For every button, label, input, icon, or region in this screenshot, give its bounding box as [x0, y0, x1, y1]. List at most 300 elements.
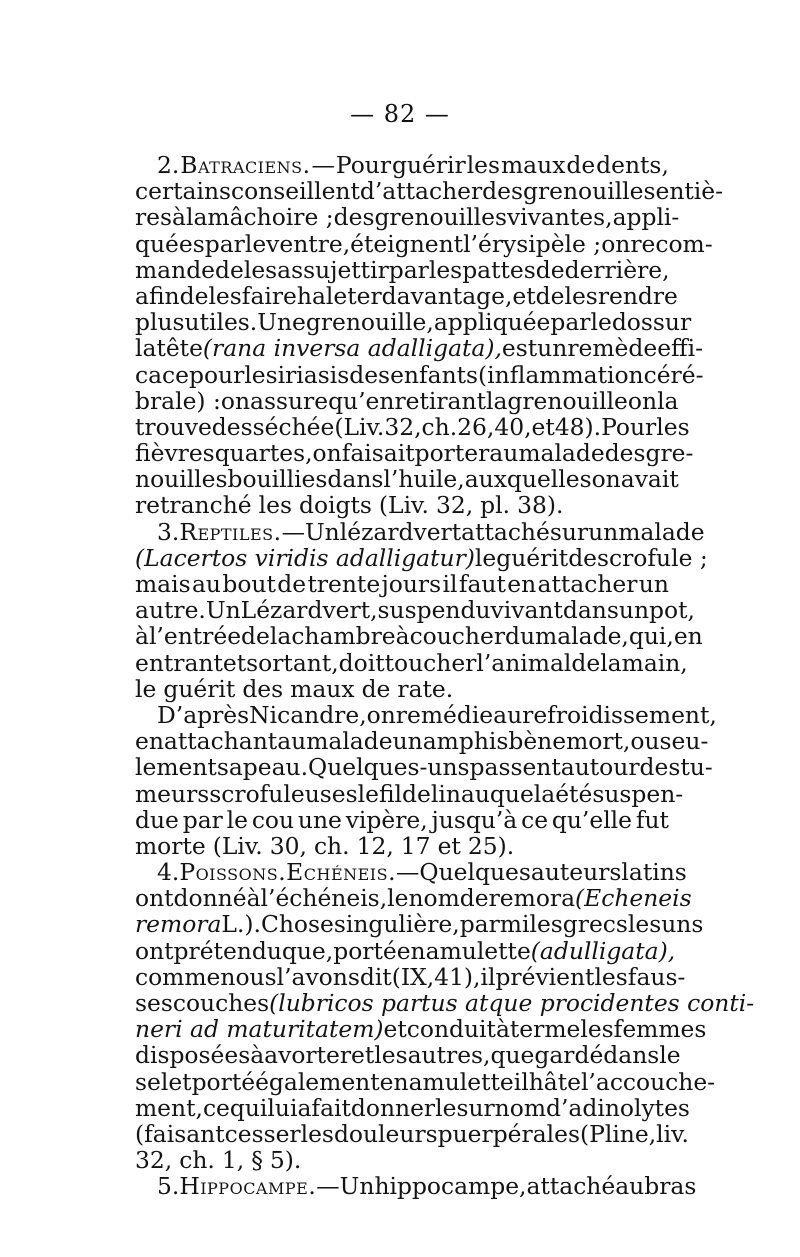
word: pl.: [480, 491, 511, 520]
word: guérir: [392, 151, 466, 179]
word: en: [507, 570, 537, 598]
word: due: [135, 805, 179, 834]
text-line: [135, 334, 704, 363]
word: dans: [562, 596, 619, 625]
word: latins: [621, 858, 687, 887]
word: Batraciens.: [180, 151, 311, 179]
word: (Pline,: [579, 1119, 657, 1148]
word: le: [474, 543, 497, 572]
word: 40,: [494, 412, 532, 441]
word: femmes: [613, 1015, 707, 1044]
word: hâte: [528, 1067, 581, 1096]
word: en: [673, 622, 703, 651]
word: couches: [172, 989, 270, 1017]
text-line: [135, 360, 704, 389]
word: faus-: [627, 962, 686, 991]
text-line: [135, 700, 717, 729]
word: autour: [560, 753, 640, 782]
text-line: [135, 412, 690, 441]
body-text: [135, 151, 755, 1201]
word: 32,: [135, 1146, 173, 1175]
word: il: [513, 1067, 529, 1096]
word: plus: [135, 308, 185, 337]
word: assujettir: [277, 255, 389, 284]
word: grenouille: [507, 386, 628, 415]
word: auquel: [460, 779, 542, 808]
word: mâchoire ;: [207, 203, 334, 232]
word: de: [402, 779, 431, 808]
text-line: [135, 884, 692, 913]
word: on: [220, 386, 251, 415]
word: maux: [290, 674, 355, 703]
word: malade: [618, 517, 705, 546]
word: amulette: [408, 1067, 514, 1096]
word: assure: [250, 386, 329, 415]
word: l’avons: [276, 962, 360, 991]
word: (lubricos partus atque procidentes conti-: [269, 989, 755, 1017]
word: autres,: [407, 1041, 491, 1070]
word: 1,: [221, 1146, 245, 1175]
word: l’entrée: [148, 622, 242, 651]
word: terme: [509, 1015, 581, 1044]
word: que,: [281, 936, 334, 965]
word: 5.: [157, 1172, 180, 1201]
word: des: [604, 439, 646, 468]
word: 4.: [157, 858, 180, 887]
text-line: [135, 229, 713, 258]
word: la: [269, 622, 292, 651]
word: suspen-: [592, 779, 684, 808]
word: attaché: [461, 517, 550, 546]
text-line: [135, 517, 705, 546]
word: 2.: [157, 151, 180, 179]
word: attacher: [537, 570, 638, 598]
text-line: [135, 989, 755, 1017]
word: des: [333, 203, 375, 232]
word: bras: [644, 1172, 697, 1201]
word: au: [277, 727, 307, 756]
word: —: [311, 151, 335, 179]
word: remédie: [395, 700, 494, 729]
word: de: [566, 151, 596, 179]
word: amphisbène: [422, 727, 567, 756]
word: le: [135, 674, 157, 703]
word: un: [392, 727, 423, 756]
word: mande: [135, 255, 216, 284]
word: enfants: [390, 360, 479, 389]
word: quées: [135, 229, 205, 258]
word: attachant: [163, 727, 278, 756]
text-line: [135, 203, 680, 232]
word: donné: [173, 884, 247, 913]
word: §: [251, 1146, 263, 1175]
word: ce: [521, 805, 549, 834]
text-line: [135, 622, 703, 651]
text-line: [135, 152, 669, 178]
word: qu’elle: [551, 805, 632, 834]
word: lin: [430, 779, 461, 808]
text-line: [135, 910, 704, 939]
word: ont: [135, 884, 174, 913]
text-line: [135, 257, 669, 283]
word: à: [395, 622, 410, 651]
text-line: [135, 753, 713, 782]
word: effi-: [657, 334, 704, 363]
word: ses: [135, 989, 173, 1017]
word: (IX,: [391, 962, 435, 991]
word: morte: [135, 831, 206, 860]
word: on: [601, 229, 631, 258]
word: dents,: [596, 151, 669, 179]
word: sur: [549, 517, 589, 546]
word: toucher: [384, 648, 477, 677]
word: par: [204, 229, 245, 258]
word: ce: [202, 1093, 230, 1122]
word: été: [555, 779, 593, 808]
word: (adulligata),: [530, 936, 676, 965]
text-line: [135, 962, 686, 991]
word: —: [396, 858, 420, 887]
word: dans: [603, 1041, 660, 1070]
word: utiles.: [184, 308, 258, 337]
word: à: [246, 884, 261, 913]
word: et: [512, 281, 536, 310]
word: le: [244, 229, 267, 258]
word: Reptiles.: [179, 517, 282, 546]
word: de: [571, 648, 601, 677]
word: les: [208, 281, 242, 310]
word: prévient: [495, 962, 595, 991]
text-line: [135, 1172, 697, 1201]
word: gre-: [645, 439, 694, 468]
word: faisait: [341, 439, 415, 468]
word: meurs: [135, 779, 210, 808]
word: (Echeneis: [575, 884, 692, 913]
word: retirant: [394, 386, 486, 415]
text-line: [135, 676, 669, 702]
word: les: [580, 1015, 614, 1044]
word: malade: [306, 727, 393, 756]
word: douleurs: [333, 1119, 438, 1148]
word: neri ad maturitatem): [135, 1015, 384, 1044]
word: Une: [257, 308, 306, 337]
word: l’animal: [476, 648, 572, 677]
word: refroidissement,: [522, 700, 717, 729]
word: qui: [229, 1093, 268, 1122]
word: il: [480, 962, 496, 991]
word: certains: [135, 177, 232, 206]
word: d’adinolytes: [546, 1093, 690, 1122]
word: puerpérales: [437, 1119, 580, 1148]
word: passent: [469, 753, 561, 782]
text-line: [135, 1041, 681, 1070]
word: faire: [241, 281, 297, 310]
word: res: [135, 203, 173, 232]
word: de: [535, 281, 565, 310]
word: gardé: [534, 1041, 604, 1070]
word: brale) :: [135, 386, 221, 415]
word: a: [297, 1093, 312, 1122]
text-line: [135, 571, 669, 597]
word: parmi: [459, 910, 530, 939]
word: nom: [408, 884, 460, 913]
word: qui,: [628, 622, 674, 651]
word: doigts: [298, 491, 372, 520]
word: grenouilles: [523, 177, 656, 206]
word: vivant: [490, 596, 563, 625]
text-line: [135, 465, 679, 494]
word: on: [627, 386, 658, 415]
word: ont: [135, 936, 174, 965]
word: en: [379, 1067, 409, 1096]
word: guérit: [163, 674, 236, 703]
word: tête: [156, 334, 203, 363]
word: (Liv.: [378, 491, 429, 520]
text-line: [135, 858, 687, 887]
word: sa: [216, 753, 243, 782]
word: surnom: [456, 1093, 547, 1122]
word: scrofule ;: [597, 543, 708, 572]
word: attaché: [526, 1172, 616, 1201]
text-line: [135, 1119, 689, 1148]
word: main,: [621, 648, 688, 677]
word: jusqu’à: [431, 805, 518, 834]
text-line: [135, 1015, 707, 1044]
word: haleter: [296, 281, 382, 310]
word: auxquelles: [464, 465, 592, 494]
word: 41),: [434, 962, 481, 991]
word: D’après: [157, 700, 250, 729]
word: sortant,: [246, 648, 339, 677]
word: fait: [311, 1093, 351, 1122]
word: bouillies: [227, 465, 328, 494]
word: le: [244, 360, 266, 389]
word: il: [442, 570, 458, 598]
word: un: [618, 596, 650, 625]
word: les: [374, 1041, 408, 1070]
word: de: [179, 281, 209, 310]
word: Nicandre,: [249, 700, 367, 729]
word: pour: [189, 360, 245, 389]
word: Hippocampe.: [179, 1172, 317, 1201]
word: siriasis: [265, 360, 350, 389]
word: de: [568, 543, 598, 572]
word: l’échéneis,: [260, 884, 388, 913]
text-line: [135, 308, 692, 337]
word: d’attacher: [359, 177, 483, 206]
word: au: [489, 439, 519, 468]
word: conduit: [406, 1015, 496, 1044]
word: sel: [135, 1067, 169, 1096]
word: éteignent: [350, 229, 464, 258]
word: la: [600, 648, 622, 677]
word: maux: [501, 151, 566, 179]
text-line: [135, 543, 708, 572]
word: le: [435, 1093, 457, 1122]
word: Quelques-uns: [308, 753, 470, 782]
word: Chose: [260, 910, 334, 939]
word: 3.: [157, 517, 180, 546]
word: au: [191, 570, 221, 598]
word: tu-: [680, 753, 713, 782]
word: à: [172, 203, 186, 232]
word: ment,: [135, 1093, 203, 1122]
word: par: [388, 255, 429, 284]
word: du: [505, 622, 536, 651]
word: afin: [135, 281, 180, 310]
word: Pour: [601, 412, 657, 441]
word: les: [466, 151, 501, 179]
word: au: [493, 700, 523, 729]
word: comme: [135, 962, 221, 991]
text-line: [135, 779, 684, 808]
word: ch.: [421, 412, 458, 441]
word: les: [529, 910, 563, 939]
word: grenouilles: [374, 203, 507, 232]
word: les: [656, 412, 690, 441]
word: avait: [620, 465, 679, 494]
word: chambre: [291, 622, 396, 651]
word: une: [297, 805, 342, 834]
word: le: [659, 1041, 681, 1070]
word: à: [135, 622, 149, 651]
word: ch.: [313, 831, 350, 860]
word: malade,: [535, 622, 629, 651]
word: donner: [350, 1093, 436, 1122]
text-line: [135, 177, 724, 206]
word: retranché: [135, 491, 252, 520]
word: de: [459, 884, 489, 913]
word: cesser: [224, 1119, 301, 1148]
word: amulette: [425, 936, 531, 965]
word: les: [300, 1119, 334, 1148]
word: (Lacertos viridis adalligatur): [135, 543, 475, 572]
word: lui: [267, 1093, 298, 1122]
word: également: [255, 1067, 380, 1096]
word: on: [366, 700, 396, 729]
word: jours: [381, 570, 442, 598]
word: fièvres: [135, 439, 215, 468]
word: des: [639, 753, 681, 782]
word: (rana inversa adalligata),: [202, 334, 502, 363]
text-line: [135, 807, 669, 833]
word: un: [588, 517, 619, 546]
word: liv.: [656, 1119, 689, 1148]
word: et: [168, 1067, 192, 1096]
word: pattes: [462, 255, 536, 284]
word: mais: [135, 570, 191, 598]
word: vert,: [322, 596, 378, 625]
word: hippocampe,: [374, 1172, 527, 1201]
word: Un: [205, 596, 241, 625]
word: 32,: [435, 491, 474, 520]
word: la: [485, 386, 508, 415]
word: vert: [413, 517, 462, 546]
word: on: [591, 465, 621, 494]
word: conseillent: [231, 177, 360, 206]
word: l’accouche-: [580, 1067, 716, 1096]
word: lement: [135, 753, 217, 782]
word: 26,: [457, 412, 495, 441]
word: les: [564, 281, 598, 310]
word: l’huile,: [383, 465, 465, 494]
word: trouve: [135, 412, 212, 441]
word: la: [135, 334, 157, 363]
word: 38).: [517, 491, 564, 520]
word: de: [241, 622, 270, 651]
word: un: [537, 334, 568, 363]
word: —: [281, 517, 305, 546]
word: porté: [191, 1067, 256, 1096]
word: Echéneis.: [286, 858, 397, 887]
word: Lézard: [240, 596, 323, 625]
word: à: [495, 1015, 510, 1044]
text-line: [135, 833, 669, 859]
word: des: [482, 177, 523, 206]
word: Pour: [335, 151, 392, 179]
word: disposées: [135, 1041, 251, 1070]
word: autre.: [135, 596, 206, 625]
word: de: [361, 674, 391, 703]
word: 12,: [356, 831, 394, 860]
text-line: [135, 727, 709, 756]
word: de: [535, 255, 565, 284]
word: l’érysipèle ;: [463, 229, 602, 258]
word: et: [437, 831, 461, 860]
word: des: [349, 360, 391, 389]
word: derrière,: [564, 255, 670, 284]
text-line: [135, 492, 669, 518]
word: —: [316, 1172, 340, 1201]
word: remora: [488, 884, 576, 913]
word: le: [357, 779, 379, 808]
word: la: [657, 386, 679, 415]
word: céré-: [643, 360, 704, 389]
word: scrofuleuses: [209, 779, 358, 808]
text-line: [135, 1147, 669, 1173]
word: on: [312, 439, 342, 468]
word: et: [351, 1041, 375, 1070]
word: singulière,: [333, 910, 460, 939]
word: entrant: [135, 648, 223, 677]
word: de: [277, 570, 307, 598]
word: lézard: [339, 517, 414, 546]
word: des: [242, 674, 284, 703]
text-line: [135, 1093, 690, 1122]
word: uns: [661, 910, 704, 939]
word: cace: [135, 360, 189, 389]
word: porté: [333, 936, 397, 965]
word: davantage,: [381, 281, 513, 310]
word: rendre: [597, 281, 678, 310]
word: cou: [251, 805, 295, 834]
word: entiè-: [655, 177, 724, 206]
word: et: [222, 648, 247, 677]
word: par: [182, 805, 223, 834]
word: au: [615, 1172, 645, 1201]
word: à: [250, 1041, 265, 1070]
word: rate.: [397, 674, 454, 703]
word: les: [428, 255, 463, 284]
word: auteurs: [530, 858, 622, 887]
word: 25).: [467, 831, 515, 860]
word: 30,: [269, 831, 307, 860]
word: remora: [135, 910, 222, 939]
word: dit: [359, 962, 392, 991]
text-line: [135, 936, 676, 965]
word: grecs: [562, 910, 628, 939]
word: vipère,: [345, 805, 428, 834]
